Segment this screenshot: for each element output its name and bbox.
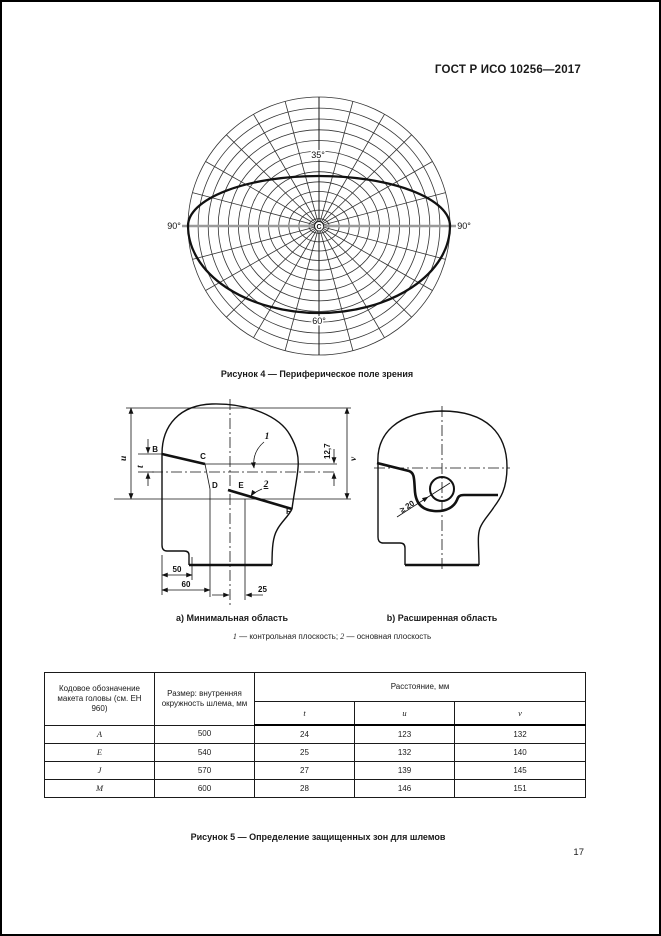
table-cell-u: 132 xyxy=(355,744,455,762)
table-cell-v: 145 xyxy=(455,762,586,780)
dim-60-label: 60 xyxy=(181,580,191,589)
dim-min20-label: ≥ 20 xyxy=(398,498,417,515)
helmet-diagram-minimal-area xyxy=(100,395,362,617)
column-header-t: t xyxy=(255,702,355,726)
table-body xyxy=(45,725,586,798)
head-outline-dome xyxy=(378,411,507,507)
zone-line-EF xyxy=(228,490,292,509)
point-F-label: F xyxy=(286,507,291,516)
table-cell-t: 28 xyxy=(255,780,355,798)
table-row xyxy=(45,762,586,780)
angle-label-90-left: 90° xyxy=(167,221,181,231)
center-label: C xyxy=(316,224,322,231)
figure4-caption: Рисунок 4 — Периферическое поле зрения xyxy=(220,369,414,379)
document-title: ГОСТ Р ИСО 10256—2017 xyxy=(434,64,581,76)
helmet-diagram-extended-area xyxy=(362,400,552,580)
point-E-label: E xyxy=(238,481,244,490)
table-cell-t: 25 xyxy=(255,744,355,762)
head-outline-front xyxy=(162,454,189,565)
angle-label-60: 60° xyxy=(312,316,326,326)
head-outline-neck xyxy=(272,509,292,565)
column-header-headform-code: Кодовое обозначение макета головы (см. ЕН 960) xyxy=(45,673,155,726)
table-cell-code: E xyxy=(45,744,155,762)
table-cell-size: 500 xyxy=(155,725,255,744)
plane2-label: 2 xyxy=(263,480,269,490)
table-row xyxy=(45,780,586,798)
angle-label-90-right: 90° xyxy=(457,221,471,231)
dim-50-label: 50 xyxy=(172,565,182,574)
figure5-caption: Рисунок 5 — Определение защищенных зон для шлемов xyxy=(190,832,446,842)
protected-zones-table xyxy=(44,672,586,798)
table-cell-size: 600 xyxy=(155,780,255,798)
dim-25-label: 25 xyxy=(258,585,267,594)
table-row xyxy=(45,744,586,762)
figure5b-caption: b) Расширенная область xyxy=(386,613,498,623)
table-cell-u: 123 xyxy=(355,725,455,744)
table-cell-v: 151 xyxy=(455,780,586,798)
column-header-u: u xyxy=(355,702,455,726)
table-row xyxy=(45,725,586,744)
table-cell-u: 139 xyxy=(355,762,455,780)
legend-plane2-text: — основная плоскость xyxy=(344,632,432,641)
dim-t-label: t xyxy=(136,465,146,468)
column-group-header-distance: Расстояние, мм xyxy=(255,673,586,702)
dim-v-label: v xyxy=(349,456,359,461)
column-header-v: v xyxy=(455,702,586,726)
line-CD xyxy=(205,464,210,489)
plane2-leader xyxy=(251,489,262,496)
table-cell-t: 27 xyxy=(255,762,355,780)
column-header-helmet-size: Размер: внутренняя окружность шлема, мм xyxy=(155,673,255,726)
head-outline-neck xyxy=(478,507,494,565)
legend-plane2-number: 2 xyxy=(340,632,345,641)
figure5a-caption: а) Минимальная область xyxy=(176,613,288,623)
table-cell-code: A xyxy=(45,725,155,744)
figure5-legend xyxy=(132,632,532,641)
dim-u-label: u xyxy=(119,455,129,461)
point-D-label: D xyxy=(212,481,218,490)
angle-label-35: 35° xyxy=(311,150,325,160)
legend-plane1-number: 1 xyxy=(232,632,237,641)
dim-127-label: 12,7 xyxy=(323,443,332,459)
extended-zone-boundary xyxy=(377,463,498,511)
point-B-label: B xyxy=(152,445,158,454)
legend-plane1-text: — контрольная плоскость; xyxy=(236,632,341,641)
page-number: 17 xyxy=(573,847,584,858)
table-cell-v: 140 xyxy=(455,744,586,762)
table-cell-size: 540 xyxy=(155,744,255,762)
table-cell-code: J xyxy=(45,762,155,780)
table-cell-u: 146 xyxy=(355,780,455,798)
point-C-label: C xyxy=(200,452,206,461)
table-cell-v: 132 xyxy=(455,725,586,744)
table-cell-t: 24 xyxy=(255,725,355,744)
table-cell-code: M xyxy=(45,780,155,798)
plane1-label: 1 xyxy=(264,432,270,442)
table-cell-size: 570 xyxy=(155,762,255,780)
peripheral-vision-chart xyxy=(152,87,492,372)
zone-line-BC xyxy=(162,454,205,464)
